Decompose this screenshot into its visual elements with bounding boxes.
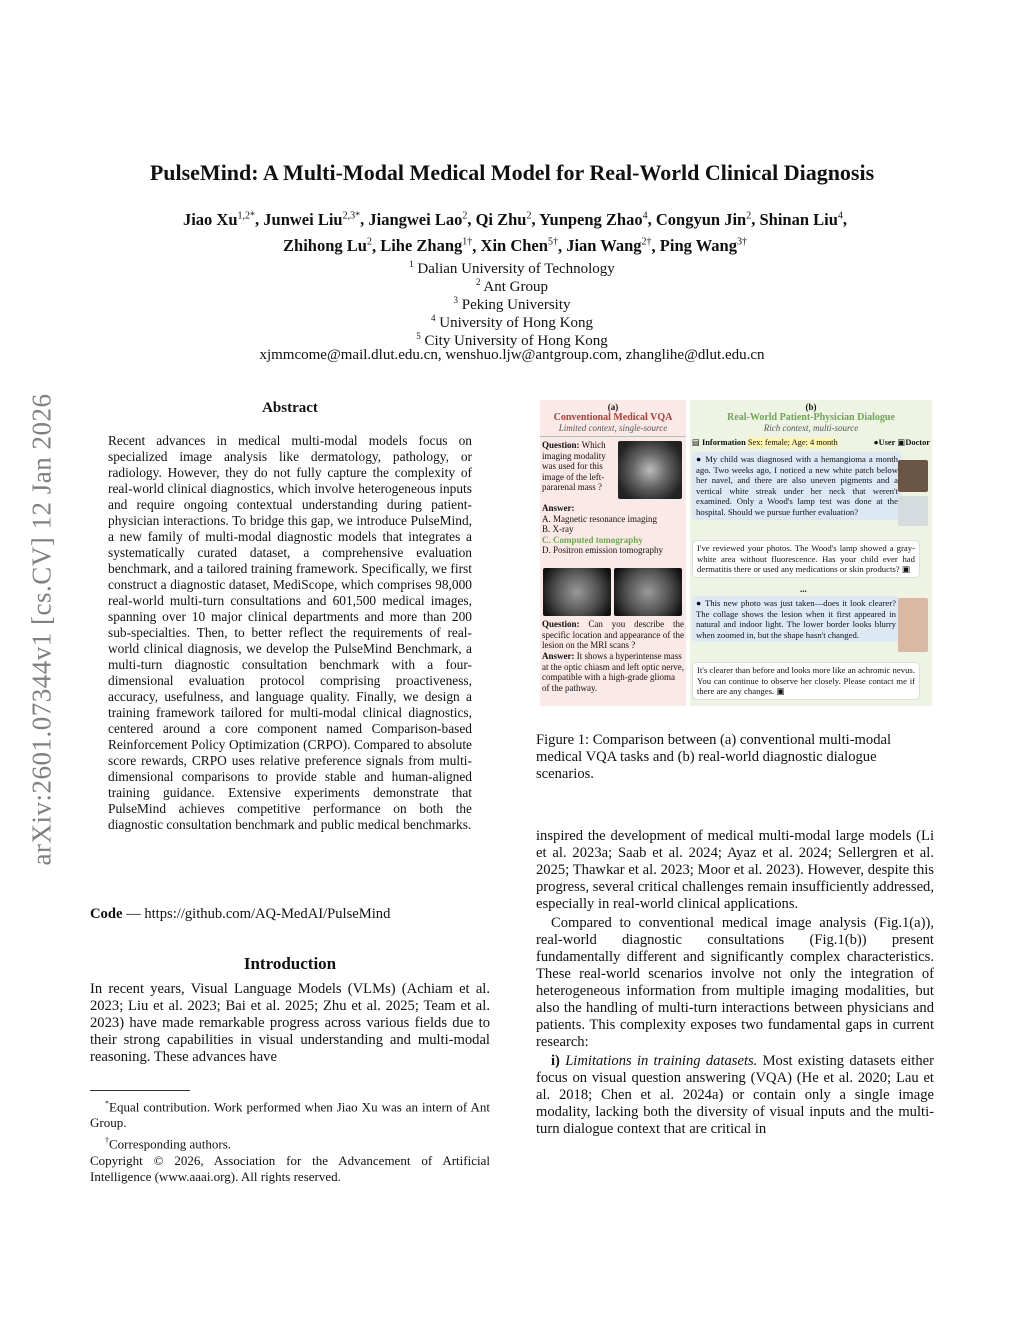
introduction-section [90, 956, 490, 1066]
author: Ping Wang$^{3\dagger}$ [659, 236, 747, 255]
user-icon: ● [696, 454, 706, 464]
code-link[interactable]: https://github.com/AQ-MedAI/PulseMind [144, 906, 391, 922]
mri-image-2 [614, 568, 682, 616]
paragraph: Compared to conventional medical image analysis (Fig.1(a)), real-world diagnostic consultations (Fig.1(b)) present fundamentally different and significantly complex characteristics. These real-world scenarios involve not only the integration of heterogeneous information from multiple imaging modalities, but also the handling of multi-turn interactions between physicians and patients. This complexity exposes two fundamental gaps in current research: [536, 915, 934, 1050]
skin-photo-1 [898, 460, 928, 492]
answer-2: Answer: It shows a hyperintense mass at the optic chiasm and left optic nerve, compatible with a high-grade glioma of the pathway. [542, 651, 684, 693]
introduction-heading: Introduction [243, 954, 337, 973]
ellipsis: ... [800, 584, 807, 594]
footnote-corresponding: Corresponding authors. [109, 1136, 232, 1152]
figure-1 [540, 400, 932, 706]
author: Jian Wang$^{2\dagger}$ [566, 236, 652, 255]
info-bar: ▤ Information Sex: female; Age: 4 month ●User ▣Doctor [692, 438, 930, 447]
doctor-message-1: I've reviewed your photos. The Wood's lamp showed a gray-white area without fluorescence. Has your child ever had dermatitis there or used any medications or skin products? ▣ [692, 540, 920, 578]
paper-title: PulseMind: A Multi-Modal Medical Model for Real-World Clinical Diagnosis [149, 160, 875, 185]
author: Jiao $Xu^{1,2*}$ [182, 209, 256, 229]
affiliation: $^3$ Peking University [453, 295, 571, 313]
question-1: Question: Which imaging modality was used for this image of the left-pararenal mass ? [542, 440, 606, 492]
author: Jiangwei Lao$^2$ [368, 209, 468, 229]
user-icon: ● [696, 598, 705, 608]
panel-b-subtitle: Rich context, multi-source [763, 423, 859, 433]
question-2: Question: Can you describe the specific location and appearance of the lesion on the MRI scans ? [542, 619, 684, 650]
arxiv-identifier: arXiv:2601.07344v1 [cs.CV] 12 Jan 2026 [26, 393, 57, 866]
copyright-notice: Copyright © 2026, Association for the Advancement of Artificial Intelligence (www.aaai.org). All rights reserved. [90, 1152, 490, 1184]
mri-image-1 [543, 568, 611, 616]
panel-b-title: Real-World Patient-Physician Dialogue [727, 411, 895, 423]
abstract-section [108, 400, 472, 833]
answer-options: Answer: A. Magnetic resonance imaging B. X-ray C. Computed tomography D. Positron emission tomography [542, 503, 663, 555]
doctor-icon: ▣ [901, 564, 911, 575]
skin-photo-3 [898, 598, 928, 652]
author: Qi Zhu$^2$ [475, 209, 532, 229]
user-message-1: ● My child was diagnosed with a hemangioma a month ago. Two weeks ago, I noticed a new white patch below her navel, and there are also uneven pigments and a vertical white streak under her neck that weren't examined. Only a Wood's lamp test was done at the hospital. Should we pursue further evaluation? [692, 452, 902, 520]
doctor-icon: ▣ [776, 686, 785, 697]
footnotes: *Equal contribution. Work performed when Jiao Xu was an intern of Ant Group. †Corresponding authors. Copyright © 2026, Association for the Advancement of Artificial Intelligence (www.aaai.org). All rights reserved. [90, 1099, 490, 1184]
footnote-divider [90, 1090, 190, 1091]
doctor-message-2: It's clearer than before and looks more like an achromic nevus. You can continue to observe her closely. Please contact me if there are any changes. ▣ [692, 662, 920, 700]
skin-photo-2 [898, 496, 928, 526]
affiliation: $^4$ University of Hong Kong [431, 313, 593, 331]
author: Congyun Jin$^2$ [655, 209, 752, 229]
abstract-heading: Abstract [262, 400, 318, 416]
panel-b: (b) Real-World Patient-Physician Dialogue Rich context, multi-source ▤ Information Sex: female; Age: 4 month ●User ▣Doctor ● My child was diagnosed with a hemangioma a month ago. Two weeks ago, I noticed a new white patch below her navel, and there are also uneven pigments and a vertical white streak under her neck that weren't examined. Only a Wood's lamp test was done at the hospital. Should we pursue further evaluation? I've reviewed your photos. The Wood's lamp showed a gray-white area without fluorescence. Has your child ever had dermatitis there or used any medications or skin products? ▣ ... ● This new photo was just taken—does it look clearer? The collage shows the lesion when it first appeared in natural and indoor light. The lower border looks blurry when zoomed in, but the shape hasn't changed. It's clearer than before and looks more like an achromic nevus. You can continue to observe her closely. Please contact me if there are any changes. ▣ [690, 400, 932, 706]
author: Lihe Zhang$^{1\dagger}$ [380, 236, 473, 255]
author: Zhihong Lu$^2$ [283, 236, 372, 255]
user-icon: ● [873, 438, 879, 447]
author: Yunpeng Zhao$^4$ [539, 209, 648, 229]
author: Shinan Liu$^4$ [759, 209, 843, 229]
right-column-text [536, 828, 934, 1138]
paragraph: inspired the development of medical multi-modal large models (Li et al. 2023a; Saab et al. 2024; Ayaz et al. 2024; Sellergren et al. 2025; Thawkar et al. 2023; Moor et al. 2023). However, despite this progress, several critical challenges remain insufficiently addressed, especially in real-world clinical applications. [536, 828, 934, 912]
panel-a-title: Conventional Medical VQA [553, 411, 673, 423]
abstract-text: Recent advances in medical multi-modal models focus on specialized image analysis like dermatology, pathology, or radiology. However, they do not fully capture the complexity of real-world clinical diagnostics, which involve heterogeneous inputs and require ongoing contextual understanding during patient-physician interactions. To bridge this gap, we introduce PulseMind, a new family of multi-modal diagnostic models that integrates a systematically curated dataset, a comprehensive evaluation benchmark, and a tailored training framework. Specifically, we first construct a diagnostic dataset, MediScope, which comprises 98,000 real-world multi-turn consultations and 601,500 medical images, spanning over 10 major clinical departments and more than 200 sub-specialties. Then, to better reflect the requirements of real-world clinical diagnosis, we develop the PulseMind Benchmark, a multi-turn diagnostic consultation benchmark with a four-dimensional evaluation protocol comprising proactiveness, accuracy, usefulness, and language quality. Finally, we design a training framework tailored for multi-modal clinical diagnostics, centered around a core component named Comparison-based Reinforcement Policy Optimization (CRPO). Compared to absolute score rewards, CRPO uses relative preference signals from multi-dimensional comparisons to provide stable and human-aligned training guidance. Extensive experiments demonstrate that PulseMind achieves competitive performance on both the diagnostic consultation benchmark and public medical benchmarks. [108, 432, 472, 832]
intro-paragraph: In recent years, Visual Language Models (VLMs) (Achiam et al. 2023; Liu et al. 2023; Bai et al. 2025; Zhu et al. 2025; Team et al. 2023) have made remarkable progress across various fields due to their strong capabilities in visual understanding and multi-modal reasoning. These advances have [90, 980, 490, 1065]
affiliation: $^1$ Dalian University of Technology [409, 259, 615, 277]
footnote-equal: Equal contribution. Work performed when Jiao Xu was an intern of Ant Group. [90, 1099, 490, 1131]
affiliation: $^2$ Ant Group [475, 277, 548, 295]
affiliation: $^5$ City University of Hong Kong [416, 331, 608, 349]
email-list: xjmmcome@mail.dlut.edu.cn, wenshuo.ljw@antgroup.com, zhanglihe@dlut.edu.cn [259, 347, 765, 363]
panel-a-subtitle: Limited context, single-source [540, 423, 686, 437]
author-list: Jiao $Xu^{1,2*}$, Junwei Liu$^{2,3*}$, Jiangwei Lao$^2$, Qi Zhu$^2$, Yunpeng Zhao$^4$, Congyun Jin$^2$, Shinan Liu$^4$, Zhihong Lu$^2$, Lihe Zhang$^{1\dagger}$, Xin Chen$^{5\dagger}$, Jian Wang$^{2\dagger}$, Ping Wang$^{3\dagger}$ [182, 209, 848, 255]
paragraph: i) Limitations in training datasets. Most existing datasets either focus on visual question answering (VQA) (He et al. 2020; Lau et al. 2018; Chen et al. 2024a) or contain only a single image modality, lacking both the diversity of visual inputs and the multi-turn dialogue context that are critical in [536, 1053, 934, 1137]
ct-scan-image [618, 441, 682, 499]
info-icon: ▤ [692, 438, 700, 447]
author: Junwei Liu$^{2,3*}$ [263, 209, 361, 229]
code-line: Code — https://github.com/AQ-MedAI/PulseMind [90, 906, 391, 922]
figure-caption: Figure 1: Comparison between (a) conventional multi-modal medical VQA tasks and (b) real-world diagnostic dialogue scenarios. [536, 732, 892, 782]
user-message-2: ● This new photo was just taken—does it look clearer? The collage shows the lesion when it first appeared in natural and indoor light. The lower border looks blurry when zoomed in, but the shape hasn't changed. [692, 596, 900, 642]
author: Xin Chen$^{5\dagger}$ [480, 236, 558, 255]
panel-a: (a) Conventional Medical VQA Limited context, single-source Question: Which imaging modality was used for this image of the left-pararenal mass ? Answer: A. Magnetic resonance imaging B. X-ray C. Computed tomography D. Positron emission tomography Question: Can you describe the specific location and appearance of the lesion on the MRI scans ? Answer: It shows a hyperintense mass at the optic chiasm and left optic nerve, compatible with a high-grade glioma of the pathway. [540, 400, 686, 706]
doctor-icon: ▣ [897, 438, 906, 447]
